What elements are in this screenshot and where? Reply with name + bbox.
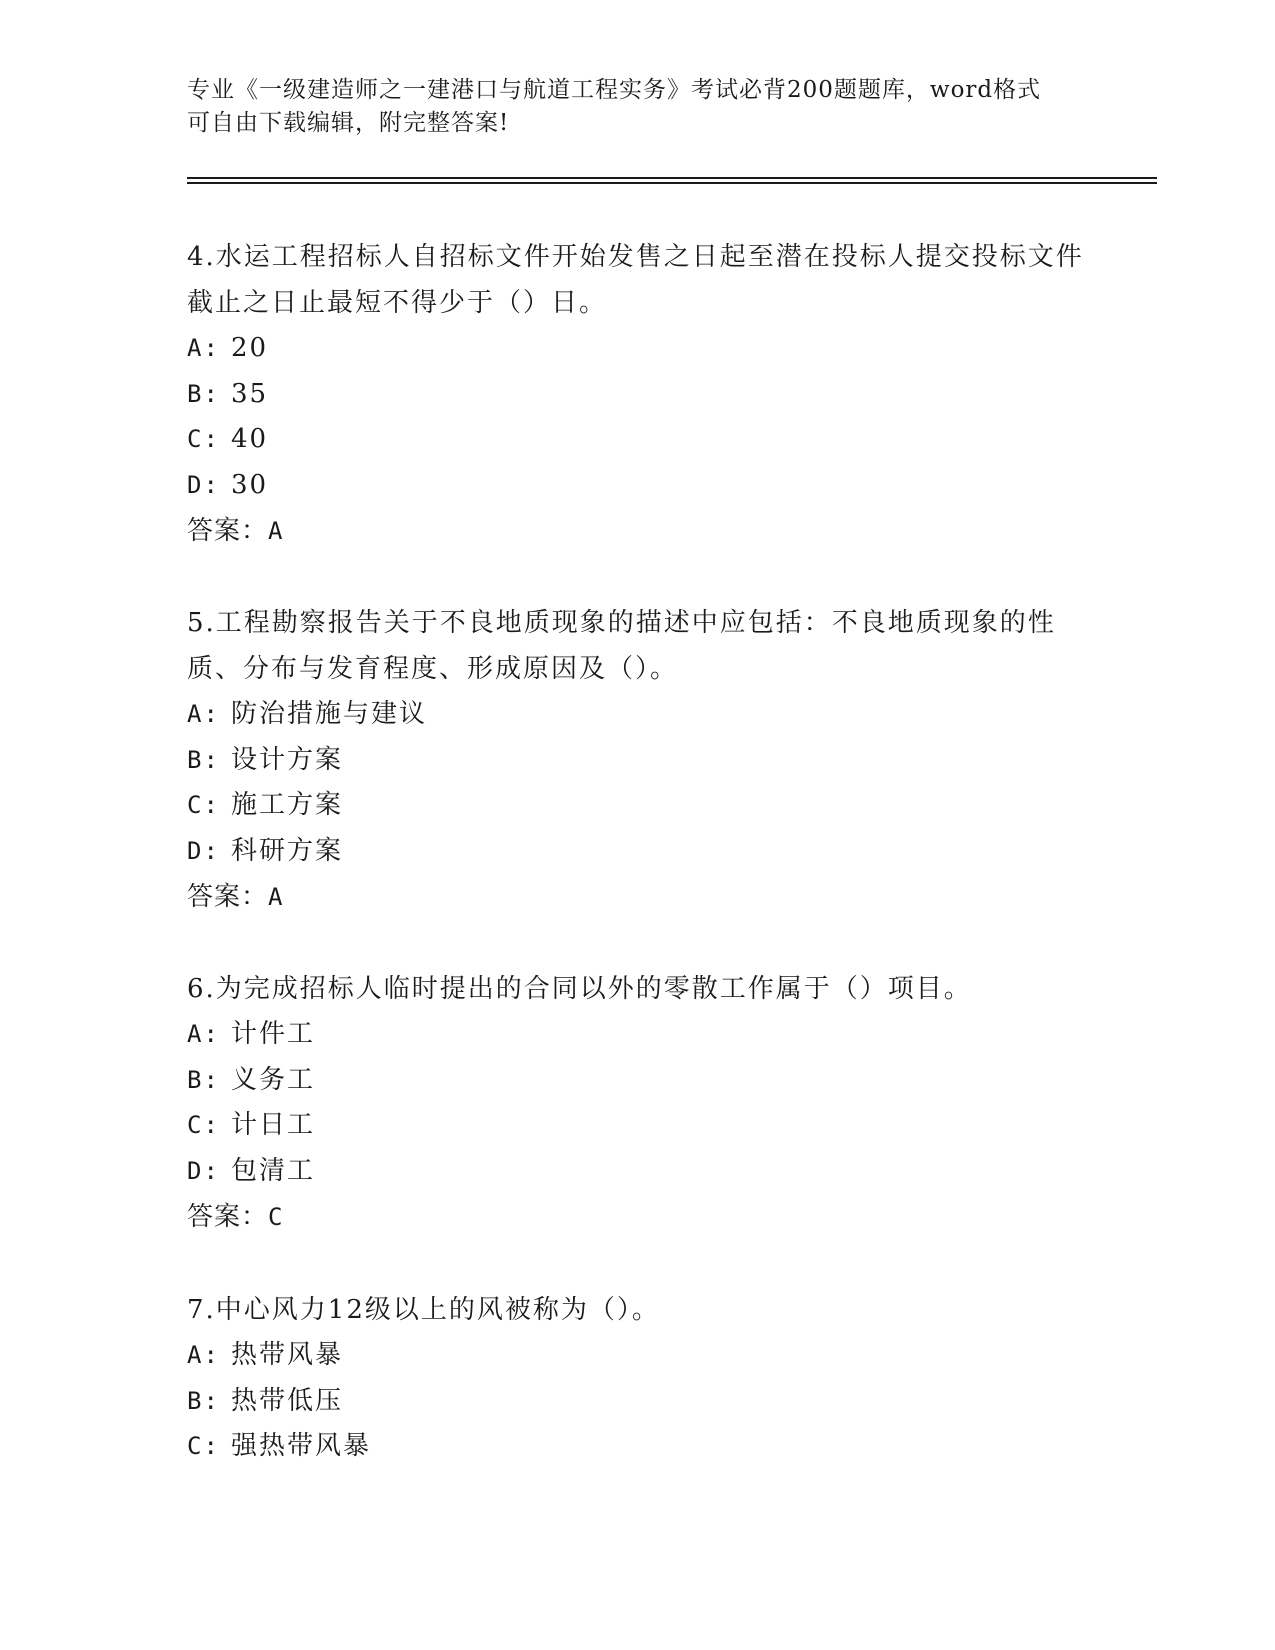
option-text: 设计方案 <box>231 744 344 775</box>
option-b <box>187 738 1087 784</box>
question-text: 7.中心风力12级以上的风被称为（）。 <box>187 1295 660 1325</box>
option-text: 强热带风暴 <box>231 1431 372 1461</box>
option-a <box>187 326 1087 372</box>
answer-label: 答案： <box>187 1202 269 1232</box>
option-key: D: <box>187 470 220 499</box>
question-text: 4.水运工程招标人自招标文件开始发售之日起至潜在投标人提交投标文件截止之日止最短不得少于（）日。 <box>187 242 1084 318</box>
answer-line <box>187 874 1087 920</box>
option-key: C: <box>187 791 220 819</box>
question-7 <box>187 1287 1087 1470</box>
option-text: 20 <box>231 333 269 363</box>
option-d <box>187 463 1087 509</box>
option-key: C: <box>187 1432 220 1460</box>
option-key: D: <box>187 836 220 865</box>
option-a <box>187 1333 1087 1379</box>
option-d <box>187 1149 1087 1195</box>
option-text: 防治措施与建议 <box>231 699 428 729</box>
option-text: 热带风暴 <box>231 1340 344 1370</box>
option-c <box>187 1424 1087 1470</box>
answer-value: C <box>268 1203 284 1231</box>
option-c <box>187 1103 1087 1149</box>
question-5 <box>187 600 1087 920</box>
question-text: 5.工程勘察报告关于不良地质现象的描述中应包括：不良地质现象的性质、分布与发育程度、形成原因及（）。 <box>187 608 1056 684</box>
option-d <box>187 829 1087 875</box>
option-key: B: <box>187 745 220 774</box>
option-c <box>187 783 1087 829</box>
answer-label: 答案： <box>187 882 269 912</box>
option-key: A: <box>187 700 220 728</box>
option-a <box>187 692 1087 738</box>
option-text: 施工方案 <box>231 790 344 820</box>
answer-value: A <box>268 883 284 911</box>
option-key: A: <box>187 334 220 362</box>
option-key: B: <box>187 1386 220 1415</box>
question-4 <box>187 234 1087 554</box>
option-key: C: <box>187 425 220 453</box>
question-text: 6.为完成招标人临时提出的合同以外的零散工作属于（）项目。 <box>187 974 972 1004</box>
option-b <box>187 1379 1087 1425</box>
option-c <box>187 417 1087 463</box>
option-b <box>187 372 1087 418</box>
option-text: 义务工 <box>231 1064 316 1095</box>
header-line-1: 专业《一级建造师之一建港口与航道工程实务》考试必背200题题库，word格式 <box>187 77 1042 103</box>
option-key: C: <box>187 1111 220 1139</box>
answer-line <box>187 1194 1087 1240</box>
header-line-2: 可自由下载编辑，附完整答案! <box>187 110 510 136</box>
option-text: 计件工 <box>231 1019 316 1049</box>
option-key: A: <box>187 1341 220 1369</box>
option-text: 30 <box>231 469 269 500</box>
option-text: 35 <box>231 378 269 409</box>
option-text: 科研方案 <box>231 835 344 866</box>
answer-line <box>187 508 1087 554</box>
option-text: 40 <box>231 424 269 454</box>
option-key: A: <box>187 1020 220 1048</box>
option-text: 包清工 <box>231 1155 316 1186</box>
option-key: B: <box>187 1065 220 1094</box>
option-key: D: <box>187 1156 220 1185</box>
option-text: 计日工 <box>231 1110 316 1140</box>
option-b <box>187 1058 1087 1104</box>
option-key: B: <box>187 379 220 408</box>
question-6 <box>187 966 1087 1240</box>
header-divider-bottom <box>187 182 1157 184</box>
option-a <box>187 1012 1087 1058</box>
option-text: 热带低压 <box>231 1385 344 1416</box>
answer-label: 答案： <box>187 516 269 546</box>
answer-value: A <box>268 517 284 545</box>
header-divider-top <box>187 177 1157 179</box>
document-header <box>187 74 1067 140</box>
